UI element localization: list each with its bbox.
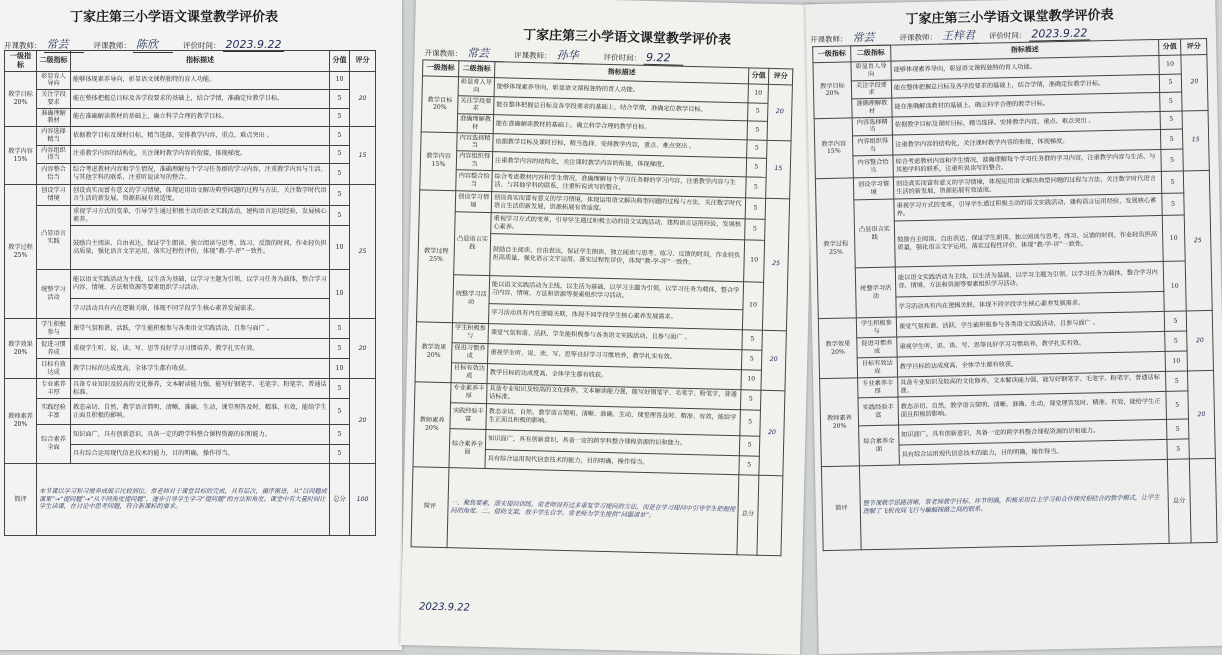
sub-indicator: 统整学习活动 [37, 270, 71, 319]
sub-indicator: 内容组织得当 [853, 135, 893, 156]
indicator-description: 综合考虑教材内容和学生情况，准确理解每个学习任务群的学习内容，注重教学内容与生活、与其他学科的联系，注重听说读写的整合。 [893, 149, 1161, 177]
indicator-description: 能够体现素养导向，彰显语文课程独特的育人功能。 [71, 71, 330, 90]
indicator-description: 能够体现素养导向，彰显语文课程独特的育人功能。 [494, 78, 748, 103]
indicator-description: 能在整体把握总目标及各学段要求的基础上，结合学情，准确定位教学目标。 [891, 74, 1159, 98]
sub-indicator: 创设学习情境 [37, 185, 71, 206]
score-value: 5 [745, 197, 766, 218]
grade-value: 20 [761, 330, 786, 391]
grade-value: 25 [350, 185, 376, 319]
indicator-description: 教学目标的达成度高，全体学生都有收获。 [71, 359, 330, 379]
indicator-description: 能以语文实践活动为主线，以生活为基础，以学习主题为引领，以学习任务为载体，整合学习内容、情境、方法和资源等要素组织学习活动。 [489, 275, 744, 309]
indicator-description: 依据教学目标及课时目标，精当选择、安排教学内容，重点、难点突出 。 [71, 127, 330, 146]
header-score: 分值 [748, 68, 768, 84]
sub-indicator: 内容整合恰当 [37, 164, 71, 185]
group-name: 教学目标20% [813, 62, 852, 118]
header-level1: 一级指标 [5, 51, 37, 72]
indicator-description: 课堂气氛和谐、活跃，学生能积极参与各类语文实践活动，且参与面广 。 [488, 323, 742, 349]
indicator-description: 教态亲切、自然，教学语言简明、清晰、准确、生动，课堂理答及时、精准、有效，能给学生正面且积极的影响。 [898, 391, 1167, 425]
group-name: 教学内容15% [5, 127, 37, 185]
sub-indicator: 目标有效达成 [37, 359, 71, 379]
sub-indicator: 准确理解教材 [37, 108, 71, 127]
score-value: 5 [330, 339, 350, 359]
total-label: 总分 [1167, 459, 1191, 543]
grade-value: 15 [766, 140, 791, 199]
indicator-description: 能以语文实践活动为主线，以生活为基础，以学习主题为引领，以学习任务为载体，整合学习内容、情境、方法和资源等要素组织学习活动。 [895, 261, 1164, 297]
indicator-description: 具有综合运用现代信息技术的能力，目的明确，操作得当。 [485, 449, 739, 474]
table-row [5, 379, 376, 399]
table-row [5, 359, 376, 379]
table-row [5, 425, 376, 445]
indicator-description: 知识面广，具有创新意识，具备一定的跨学科整合课程资源的识和能力。 [485, 429, 739, 455]
indicator-description: 注重教学内容的结构化，关注课时教学内容的衔接，体现梯度。 [492, 152, 746, 177]
score-value: 5 [747, 121, 767, 140]
indicator-description: 注重教学内容的结构化，关注课时教学内容的衔接，体现梯度。 [892, 129, 1160, 155]
header-level2: 二级指标 [851, 45, 891, 62]
sub-indicator: 综合素养全面 [859, 425, 900, 466]
sub-indicator: 关注学段要求 [37, 90, 71, 109]
score-value: 5 [1161, 149, 1183, 171]
group-name: 教学目标20% [5, 71, 37, 127]
score-value: 10 [1162, 215, 1185, 261]
score-value: 5 [746, 158, 766, 177]
score-value: 5 [1160, 110, 1182, 129]
sub-indicator: 学生积极参与 [37, 319, 71, 339]
comment-label: 简评 [5, 464, 37, 536]
meta-label-teacher: 开课教师： [809, 34, 848, 45]
evaluation-form-3 [805, 0, 1222, 654]
indicator-description: 具备专业知识及较高的文化修养，文本解读能力强，能写好钢笔字、毛笔字、粉笔字，普通话标准。 [71, 379, 330, 399]
sub-indicator: 目标有效达成 [857, 357, 897, 378]
indicator-description: 学习活动具有内在逻辑关联，体现不同学段学生核心素养发展需求。 [71, 299, 330, 319]
score-value: 5 [745, 218, 766, 239]
sub-indicator: 内容选择精当 [457, 132, 493, 151]
score-value: 5 [1165, 331, 1187, 351]
indicator-description: 重视学生听、说、读、写、思等良好学习习惯培养，教学扎实有效。 [488, 343, 742, 369]
meta-label-evaluator: 评课教师： [93, 41, 131, 50]
comment-text: 一、聚焦要素，落实提问训练。常老师设有过多重复学习提问的方法，而是在学习提问中引导学生把握提问的角度。二、借助支架，放手学生自学。常老师为学生提供“问题清单”。 [447, 467, 739, 554]
header-desc: 指标描述 [71, 51, 330, 72]
sub-indicator: 关注学段要求 [458, 95, 494, 114]
sub-indicator: 促进习惯养成 [857, 337, 897, 358]
score-value: 10 [330, 226, 350, 270]
sub-indicator: 实践经验丰富 [450, 402, 487, 429]
meta-value-time: 2023.9.22 [1028, 26, 1090, 41]
evaluation-form-2 [400, 0, 816, 655]
sub-indicator: 内容整合恰当 [456, 169, 493, 191]
meta-value-evaluator: 王梓君 [939, 27, 979, 45]
comment-row [5, 464, 376, 536]
evaluation-table [411, 59, 794, 555]
indicator-description: 重视学习方式的变革，引导学生通过积极主动的语文实践活动，建构语言运用经验，发展核心素养。 [71, 206, 330, 226]
indicator-description: 能够体现素养导向，彰显语文课程独特的育人功能。 [891, 55, 1159, 79]
table-row [5, 145, 376, 164]
meta-value-evaluator: 陈欣 [133, 36, 173, 53]
score-value: 5 [330, 399, 350, 425]
grade-value: 25 [762, 198, 789, 331]
meta-label-teacher: 开课教师： [424, 48, 463, 59]
meta-value-evaluator: 孙华 [553, 47, 593, 65]
sub-indicator: 促进习惯养成 [452, 342, 488, 363]
form-title: 丁家庄第三小学语文课堂教学评价表 [522, 27, 732, 48]
score-value: 5 [1162, 193, 1184, 215]
score-value: 5 [739, 455, 759, 474]
signature-date: 2023.9.22 [418, 601, 471, 614]
grade-value: 20 [350, 379, 376, 464]
score-value: 5 [741, 349, 761, 369]
sub-indicator: 内容整合恰当 [853, 155, 893, 178]
score-value: 5 [740, 409, 761, 435]
sub-indicator: 准确理解教材 [852, 98, 892, 117]
indicator-description: 知识面广，具有创新意识，具备一定的跨学科整合课程资源的识和能力。 [71, 425, 330, 445]
table-row [5, 270, 376, 299]
meta-value-teacher: 常芸 [464, 44, 504, 62]
meta-label-teacher: 开课教师： [4, 41, 42, 50]
score-value: 5 [330, 185, 350, 206]
indicator-description: 教学目标的达成度高，全体学生都有收获。 [487, 363, 741, 389]
score-value: 5 [330, 164, 350, 185]
header-level1: 一级指标 [813, 46, 851, 63]
indicator-description: 注重教学内容的结构化，关注课时教学内容的衔接，体现梯度。 [71, 145, 330, 164]
total-value [757, 475, 783, 556]
indicator-description: 教态亲切、自然，教学语言简明、清晰、准确、生动，课堂理答及时、精准、有效，能给学生正面且积极的影响。 [71, 399, 330, 425]
header-grade: 评分 [768, 68, 792, 85]
indicator-description: 依据教学目标及课时目标，精当选择、安排教学内容，重点、难点突出 。 [493, 133, 747, 158]
score-value: 10 [330, 359, 350, 379]
group-name: 教师素养20% [413, 381, 451, 467]
sub-indicator: 目标有效达成 [451, 362, 487, 383]
header-level1: 一级指标 [423, 60, 459, 77]
sub-indicator: 凸显语言实践 [37, 206, 71, 270]
sub-indicator: 统整学习活动 [453, 274, 490, 323]
indicator-description: 重视学生听、说、读、写、思等良好学习习惯培养，教学扎实有效。 [897, 331, 1165, 357]
table-header-row [5, 51, 376, 72]
score-value: 10 [330, 71, 350, 90]
header-score: 分值 [330, 51, 350, 72]
indicator-description: 课堂气氛和谐、活跃，学生能积极参与各类语文实践活动，且参与面广 。 [71, 319, 330, 339]
score-value: 5 [1160, 92, 1182, 111]
score-value: 5 [330, 425, 350, 445]
indicator-description: 学习活动具有内在逻辑关联，体现不同学段学生核心素养发展需求。 [896, 291, 1164, 317]
header-desc: 指标描述 [495, 62, 749, 84]
evaluation-table [4, 50, 376, 536]
indicator-description: 重视学习方式的变革，引导学生通过积极主动的语文实践活动，建构语言运用经验，发展核心素养。 [491, 212, 745, 239]
meta-label-evaluator: 评课教师： [899, 32, 938, 43]
sub-indicator: 统整学习活动 [855, 267, 896, 318]
score-value: 10 [744, 239, 765, 281]
group-name: 教学过程25% [5, 185, 37, 319]
indicator-description: 知识面广，具有创新意识，具备一定的跨学科整合课程资源的识和能力。 [899, 419, 1167, 445]
table-row [5, 339, 376, 359]
meta-value-time: 2023.9.22 [223, 38, 285, 52]
sub-indicator: 准确理解教材 [457, 114, 493, 133]
score-value: 5 [330, 445, 350, 464]
comment-row [821, 458, 1217, 550]
header-grade: 评分 [1181, 38, 1207, 55]
sub-indicator: 促进习惯养成 [37, 339, 71, 359]
indicator-description: 综合考虑教材内容和学生情况，准确理解每个学习任务群的学习内容，注重教学内容与生活、与其他学科的联系，注重听说读写的整合。 [492, 170, 746, 197]
grade-value: 20 [1181, 54, 1208, 110]
grade-value: 20 [350, 319, 376, 379]
indicator-description: 能在整体把握总目标及各学段要求的基础上，结合学情，准确定位教学目标。 [71, 90, 330, 109]
score-value: 5 [1161, 171, 1183, 193]
score-value: 10 [330, 270, 350, 319]
header-level2: 二级指标 [459, 61, 495, 78]
meta-value-time: 9.22 [643, 51, 683, 66]
total-label: 总分 [737, 474, 759, 554]
score-value: 5 [1160, 129, 1182, 149]
group-name: 教学过程25% [815, 178, 856, 319]
table-row [5, 399, 376, 425]
table-row [5, 319, 376, 339]
group-name: 教学效果20% [5, 319, 37, 379]
evaluation-table [812, 38, 1217, 551]
comment-label: 简评 [821, 466, 861, 551]
grade-value: 15 [1182, 110, 1209, 171]
score-value: 5 [1166, 371, 1188, 391]
grade-value: 20 [350, 71, 376, 127]
score-value: 5 [742, 329, 762, 349]
indicator-description: 鼓励自主阅读、自由表达，保证学生朗读、独立阅读与思考、练习、反馈的时间，作业轻负担高质量，强化语言文字运用，落实过程性评价，体现“教-学-评”一致性。 [894, 215, 1163, 267]
grade-value: 20 [759, 390, 785, 476]
sub-indicator: 创设学习情境 [455, 190, 492, 212]
sub-indicator: 内容选择精当 [852, 117, 892, 136]
sub-indicator: 彰显育人导向 [37, 71, 71, 90]
score-value: 10 [748, 84, 768, 103]
indicator-description: 学习活动具有内在逻辑关联，体现不同学段学生核心素养发展需求。 [489, 303, 743, 329]
sub-indicator: 实践经验丰富 [37, 399, 71, 425]
score-value: 5 [739, 435, 759, 455]
table-row [5, 71, 376, 90]
comment-text: 本节课以学习和习惯养成展示比较到位。常老师对于课堂目标的完成，具有层次，循序渐进，从“以问题成课果”→“提问题”→“从不同角度提问题”，逐步引导学生学习“提问题”的方法和角度。课堂中有大量时间让学生读课，在讨论中思考问题，符合新课标的要求。 [37, 464, 330, 536]
score-value: 5 [330, 108, 350, 127]
comment-label: 简评 [411, 466, 449, 547]
table-row [5, 164, 376, 185]
header-level2: 二级指标 [37, 51, 71, 72]
table-row [5, 108, 376, 127]
score-value: 5 [1167, 439, 1189, 459]
total-value [1189, 458, 1217, 543]
sub-indicator: 凸显语言实践 [854, 199, 895, 268]
score-value: 5 [330, 127, 350, 146]
group-name: 教师素养20% [820, 378, 860, 467]
table-row [5, 127, 376, 146]
score-value: 5 [330, 145, 350, 164]
score-value: 10 [742, 281, 763, 329]
indicator-description: 能在准确解读教材的基础上，确立科学合理的教学目标。 [892, 92, 1160, 116]
score-value: 5 [1159, 74, 1181, 93]
header-desc: 指标描述 [891, 39, 1159, 61]
score-value: 5 [330, 90, 350, 109]
score-value: 10 [1159, 55, 1181, 74]
meta-value-teacher: 常芸 [44, 36, 84, 53]
score-value: 5 [1166, 391, 1189, 419]
form-title: 丁家庄第三小学语文课堂教学评价表 [905, 7, 1114, 28]
grade-value: 20 [1186, 310, 1213, 371]
score-value: 5 [1167, 419, 1189, 439]
sub-indicator: 学生积极参与 [452, 322, 488, 343]
indicator-description: 鼓励自主阅读、自由表达，保证学生朗读、独立阅读与思考、练习、反馈的时间，作业轻负担高质量，强化语言文字运用，落实过程性评价，体现“教-学-评”一致性。 [490, 233, 745, 281]
total-label: 总分 [330, 464, 350, 536]
sub-indicator: 凸显语言实践 [454, 211, 492, 275]
sub-indicator: 专业素养丰厚 [37, 379, 71, 399]
indicator-description: 重视学生听、说、读、写、思等良好学习习惯培养，教学扎实有效。 [71, 339, 330, 359]
group-name: 教学效果20% [818, 318, 857, 379]
group-name: 教学内容15% [420, 131, 457, 190]
form-title: 丁家庄第三小学语文课堂教学评价表 [70, 10, 279, 25]
meta-value-teacher: 常芸 [849, 29, 889, 47]
score-value: 5 [1164, 311, 1186, 331]
grade-value: 20 [767, 84, 792, 140]
sub-indicator: 创设学习情境 [853, 177, 893, 200]
table-row [5, 206, 376, 226]
score-value: 5 [746, 176, 767, 197]
indicator-description: 创设真实而富有意义的学习情境，体现运用语文解决典型问题的过程与方法，关注数字时代语言生活的新发展，资源拓展有效适度。 [71, 185, 330, 206]
group-name: 教学效果20% [415, 321, 452, 382]
indicator-description: 创设真实而富有意义的学习情境，体现运用语文解决典型问题的过程与方法，关注数字时代语言生活的新发展，资源拓展有效适度。 [491, 191, 745, 218]
indicator-description: 课堂气氛和谐、活跃，学生能积极参与各类语文实践活动，且参与面广 。 [896, 311, 1164, 337]
sub-indicator: 内容组织得当 [456, 151, 492, 170]
meta-label-evaluator: 评课教师： [513, 50, 552, 61]
grade-value: 25 [1183, 170, 1212, 311]
header-grade: 评分 [350, 51, 376, 72]
indicator-description: 具有综合运用现代信息技术的能力，目的明确，操作得当。 [899, 439, 1167, 465]
meta-label-time: 评价时间： [603, 52, 642, 63]
group-name: 教学过程25% [417, 189, 456, 322]
indicator-description: 教学目标的达成度高，全体学生都有收获。 [897, 351, 1165, 377]
score-value: 5 [747, 139, 767, 158]
sub-indicator: 彰显育人导向 [458, 77, 494, 96]
group-name: 教师素养20% [5, 379, 37, 464]
evaluation-form-1 [0, 0, 402, 650]
indicator-description: 重视学习方式的变革，引导学生通过积极主动的语文实践活动，建构语言运用经验，发展核心素养。 [894, 193, 1162, 221]
comment-row [411, 466, 783, 555]
score-value: 5 [330, 379, 350, 399]
sub-indicator: 综合素养全面 [37, 425, 71, 464]
indicator-description: 依据教学目标及课时目标，精当选择、安排教学内容，重点、难点突出 。 [892, 111, 1160, 135]
score-value: 10 [1165, 351, 1187, 371]
table-row [5, 185, 376, 206]
group-name: 教学目标20% [421, 76, 458, 132]
score-value: 5 [740, 389, 760, 409]
meta-label-time: 评价时间： [183, 41, 221, 50]
indicator-description: 能以语文实践活动为主线，以生活为基础，以学习主题为引领，以学习任务为载体，整合学习内容、情境、方法和资源等要素组织学习活动。 [71, 270, 330, 299]
meta-label-time: 评价时间： [988, 30, 1027, 41]
sub-indicator: 专业素养丰厚 [451, 382, 487, 403]
table-row [5, 90, 376, 109]
group-name: 教学内容15% [814, 117, 853, 178]
indicator-description: 综合考虑教材内容和学生情况，准确理解每个学习任务群的学习内容，注重教学内容与生活、与其他学科的联系，注重听说读写的整合。 [71, 164, 330, 185]
indicator-description: 具备专业知识及较高的文化修养，文本解读能力强，能写好钢笔字、毛笔字、粉笔字，普通话标准。 [898, 371, 1166, 397]
score-value: 5 [330, 319, 350, 339]
sub-indicator: 关注学段要求 [851, 80, 891, 99]
header-score: 分值 [1159, 39, 1181, 55]
sub-indicator: 彰显育人导向 [851, 61, 891, 80]
score-value: 5 [748, 102, 768, 121]
indicator-description: 能在整体把握总目标及各学段要求的基础上，结合学情，准确定位教学目标。 [494, 96, 748, 121]
sub-indicator: 专业素养丰厚 [858, 377, 898, 398]
sub-indicator: 学生积极参与 [856, 317, 896, 338]
indicator-description: 能在准确解读教材的基础上，确立科学合理的教学目标。 [493, 115, 747, 140]
comment-text: 整节课教学思路清晰，常老师教学目标、环节明确，积极采用自主学习和合作探究相结合的教学模式，让学生理解了飞机夜间飞行与蝙蝠探路之间的联系。 [859, 459, 1169, 549]
indicator-description: 创设真实而富有意义的学习情境，体现运用语文解决典型问题的过程与方法，关注数字时代语言生活的新发展，资源拓展有效适度。 [893, 171, 1161, 199]
sub-indicator: 内容组织得当 [37, 145, 71, 164]
total-value: 100 [350, 464, 376, 536]
indicator-description: 鼓励自主阅读、自由表达，保证学生朗读、独立阅读与思考、练习、反馈的时间，作业轻负担高质量，强化语言文字运用，落实过程性评价，体现“教-学-评”一致性。 [71, 226, 330, 270]
grade-value: 20 [1187, 370, 1215, 459]
sub-indicator: 实践经验丰富 [858, 397, 899, 426]
grade-value: 15 [350, 127, 376, 185]
score-value: 10 [1163, 261, 1186, 311]
indicator-description: 具备专业知识及较高的文化修养，文本解读能力强，能写好钢笔字、毛笔字、粉笔字，普通话标准。 [487, 383, 741, 409]
indicator-description: 教态亲切、自然，教学语言简明、清晰、准确、生动，课堂理答及时、精准、有效，能给学生正面且积极的影响。 [486, 403, 741, 435]
score-value: 10 [741, 369, 761, 389]
score-value: 5 [330, 206, 350, 226]
sub-indicator: 内容选择精当 [37, 127, 71, 146]
indicator-description: 能在准确解读教材的基础上，确立科学合理的教学目标。 [71, 108, 330, 127]
sub-indicator: 综合素养全面 [449, 428, 486, 468]
indicator-description: 具有综合运用现代信息技术的能力，目的明确，操作得当。 [71, 445, 330, 464]
